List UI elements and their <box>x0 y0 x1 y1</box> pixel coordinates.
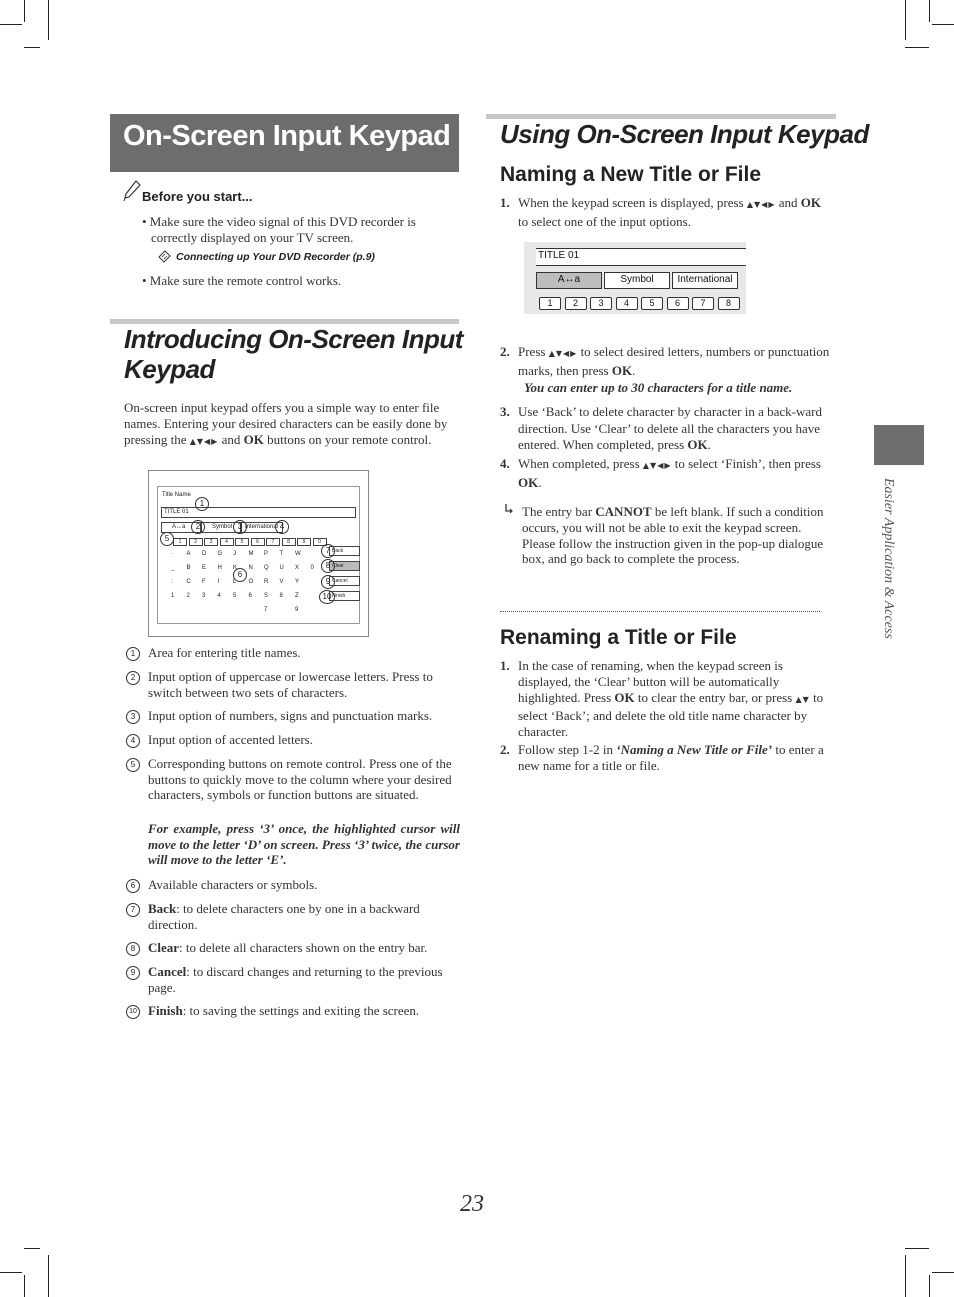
callout-3: 3 <box>233 520 247 534</box>
bullet-text: • Make sure the remote control works. <box>142 273 342 288</box>
legend-number: 9 <box>126 966 140 980</box>
number-key[interactable]: 2 <box>565 297 587 310</box>
grid-character: _ <box>171 565 175 571</box>
legend-item: Input option of accented letters. <box>148 732 313 747</box>
link-icon <box>157 249 173 263</box>
crop-mark <box>905 1248 929 1249</box>
number-key: 7 <box>266 538 280 546</box>
grid-character: C <box>186 579 191 585</box>
grid-character: L <box>233 579 237 585</box>
legend-number: 10 <box>126 1005 140 1019</box>
side-tab <box>874 425 924 465</box>
step-text: When the keypad screen is displayed, press ▲▼◀▶ and OK to select one of the input options. <box>518 195 821 229</box>
intro-text: On-screen input keypad offers you a simple way to enter file names. Entering your desired characters can be easily done by pressing the <box>124 400 448 447</box>
callout-8: 8 <box>321 559 335 573</box>
step-text: Press ▲▼◀▶ to select desired letters, numbers or punctuation marks, then press OK. <box>518 344 830 378</box>
grid-character: G <box>217 551 223 557</box>
callout-4: 4 <box>275 520 289 534</box>
function-button: Finish <box>329 591 360 601</box>
side-tab-label: Easier Application & Access <box>881 478 896 639</box>
grid-character: 1 <box>171 593 175 599</box>
legend-number: 8 <box>126 942 140 956</box>
entry-bar: TITLE 01 <box>536 248 746 266</box>
step-text: Follow step 1-2 in ‘Naming a New Title or File’ to enter a new name for a title or file. <box>518 742 824 773</box>
function-button: Cancel <box>329 576 360 586</box>
number-key[interactable]: 6 <box>667 297 689 310</box>
naming-subtitle: Naming a New Title or File <box>500 163 762 186</box>
international-button[interactable]: International <box>672 272 738 289</box>
ok-key: OK <box>243 432 264 447</box>
entry-bar: TITLE 01 <box>161 507 356 518</box>
callout-6: 6 <box>233 568 247 582</box>
legend-item: Clear: to delete all characters shown on the entry bar. <box>148 940 428 955</box>
keypad-screenshot <box>524 242 746 314</box>
page-number: 23 <box>460 1191 484 1217</box>
intro-text: buttons on your remote control. <box>267 432 432 447</box>
crop-mark <box>932 24 954 25</box>
grid-character: U <box>279 565 284 571</box>
grid-character: M <box>248 551 254 557</box>
symbol-option[interactable]: Symbol <box>201 522 241 533</box>
legend-item: Input option of numbers, signs and punctuation marks. <box>148 708 433 723</box>
international-option[interactable]: International <box>241 522 283 533</box>
callout-5: 5 <box>160 532 174 546</box>
legend-number: 3 <box>126 710 140 724</box>
bullet-text: • Make sure the video signal of this DVD recorder is correctly displayed on your TV screen. <box>142 214 416 245</box>
number-key[interactable]: 4 <box>616 297 638 310</box>
callout-9: 9 <box>321 575 335 589</box>
step-text: Use ‘Back’ to delete character by character in a back-ward direction. Use ‘Clear’ to delete all the characters you have entered. When completed, press OK. <box>518 404 822 452</box>
grid-character: Y <box>295 579 300 585</box>
grid-character: Z <box>295 593 299 599</box>
reference-link[interactable]: Connecting up Your DVD Recorder (p.9) <box>176 251 375 263</box>
grid-character: W <box>295 551 301 557</box>
intro-title-2: Keypad <box>124 354 215 384</box>
number-key: 3 <box>204 538 218 546</box>
grid-character: · <box>171 551 173 557</box>
callout-10: 10 <box>319 590 335 604</box>
grid-character: 3 <box>202 593 206 599</box>
arrow-keys-icon: ▲▼◀▶ <box>548 349 578 358</box>
legend-number: 6 <box>126 879 140 893</box>
grid-character: A <box>186 551 191 557</box>
grid-character: X <box>295 565 300 571</box>
arrow-keys-icon: ▲▼ <box>795 695 810 704</box>
legend-item: Corresponding buttons on remote control. Press one of the buttons to quickly move to the column where your desired characters, symbols or function buttons are situated. <box>148 756 452 802</box>
step-text: In the case of renaming, when the keypad screen is displayed, the ‘Clear’ button will be automatically highlighted. Press OK to clear the entry bar, or press ▲▼ to select ‘Back’; and delete the old title name character by character. <box>518 658 824 739</box>
legend-number: 1 <box>126 647 140 661</box>
number-key[interactable]: 3 <box>590 297 612 310</box>
grid-character: 4 <box>217 593 221 599</box>
grid-character: K <box>233 565 238 571</box>
grid-character: B <box>186 565 191 571</box>
legend-number: 4 <box>126 734 140 748</box>
crop-mark <box>0 1272 22 1273</box>
grid-character: 7 <box>264 607 268 613</box>
number-key: 2 <box>189 538 203 546</box>
grid-character: I <box>217 579 220 585</box>
intro-paragraph <box>124 400 454 450</box>
crop-mark <box>0 24 22 25</box>
number-key[interactable]: 7 <box>692 297 714 310</box>
number-key: 9 <box>297 538 311 546</box>
note-text: The entry bar CANNOT be left blank. If such a condition occurs, you will not be able to exit the keypad screen. Please follow the instruction given in the pop-up dialogue box, and go back to complete the process. <box>522 504 824 567</box>
grid-character: 8 <box>279 593 283 599</box>
crop-mark <box>48 0 49 40</box>
crop-mark <box>905 1255 906 1297</box>
function-button: Clear <box>329 561 360 571</box>
step-text: When completed, press ▲▼◀▶ to select ‘Finish’, then press OK. <box>518 456 821 490</box>
legend-number: 2 <box>126 671 140 685</box>
number-key: 1 <box>173 538 187 546</box>
crop-mark <box>24 1275 25 1297</box>
intro-text: and <box>221 432 241 447</box>
grid-character: F <box>202 579 206 585</box>
main-title-bar <box>110 114 459 172</box>
legend-item: Back: to delete characters one by one in a backward direction. <box>148 901 420 932</box>
grid-character: E <box>202 565 207 571</box>
grid-character: S <box>264 593 269 599</box>
callout-1: 1 <box>195 497 209 511</box>
title-name-label: Title Name <box>162 492 191 498</box>
arrow-keys-icon: ▲▼◀▶ <box>189 437 219 446</box>
intro-title-1: Introducing On-Screen Input <box>124 324 463 354</box>
grid-character: D <box>202 551 207 557</box>
function-button: Back <box>329 546 360 556</box>
grid-character: Q <box>264 565 269 571</box>
pencil-icon <box>503 503 515 515</box>
grid-character: O <box>248 579 254 585</box>
crop-mark <box>929 1275 930 1297</box>
arrow-keys-icon: ▲▼◀▶ <box>746 200 776 209</box>
case-option-button[interactable]: A↔a <box>536 272 602 289</box>
main-title: On-Screen Input Keypad <box>123 120 451 152</box>
before-title: Before you start... <box>142 189 253 204</box>
right-title: Using On-Screen Input Keypad <box>500 119 869 149</box>
grid-character: 5 <box>233 593 237 599</box>
dotted-divider <box>500 611 820 612</box>
renaming-subtitle: Renaming a Title or File <box>500 626 737 649</box>
number-key[interactable]: 1 <box>539 297 561 310</box>
legend-example: For example, press ‘3’ once, the highlighted cursor will move to the letter ‘D’ on screen. Press ‘3’ twice, the cursor will move to the letter ‘E’. <box>148 821 460 867</box>
legend-item: Area for entering title names. <box>148 645 301 660</box>
number-key: 8 <box>282 538 296 546</box>
crop-mark <box>24 47 40 48</box>
case-option[interactable]: A↔a <box>161 522 201 533</box>
callout-7: 7 <box>321 544 335 558</box>
grid-character: R <box>264 579 269 585</box>
max-characters-note: You can enter up to 30 characters for a title name. <box>524 380 793 395</box>
legend-number: 7 <box>126 903 140 917</box>
crop-mark <box>24 0 25 22</box>
grid-character: 6 <box>248 593 252 599</box>
grid-character: 9 <box>295 607 299 613</box>
grid-character: 0 <box>310 565 314 571</box>
crop-mark <box>48 1255 49 1297</box>
pen-icon <box>122 180 142 202</box>
grid-character: : <box>171 579 173 585</box>
legend-item: Cancel: to discard changes and returning to the previous page. <box>148 964 443 995</box>
crop-mark <box>24 1248 40 1249</box>
grid-character: T <box>279 551 284 557</box>
number-key: 4 <box>220 538 234 546</box>
keypad-figure <box>148 470 369 637</box>
grid-character: V <box>279 579 284 585</box>
number-key: 5 <box>235 538 249 546</box>
callout-2: 2 <box>191 520 205 534</box>
grid-character: 2 <box>186 593 190 599</box>
number-key: 0 <box>313 538 327 546</box>
arrow-keys-icon: ▲▼◀▶ <box>642 461 672 470</box>
crop-mark <box>932 1272 954 1273</box>
crop-mark <box>905 0 906 40</box>
legend-number: 5 <box>126 758 140 772</box>
number-key[interactable]: 5 <box>641 297 663 310</box>
number-key: 6 <box>251 538 265 546</box>
crop-mark <box>905 47 929 48</box>
crop-mark <box>929 0 930 22</box>
grid-character: H <box>217 565 222 571</box>
symbol-button[interactable]: Symbol <box>604 272 670 289</box>
legend-item: Finish: to saving the settings and exiting the screen. <box>148 1003 420 1018</box>
legend-item: Input option of uppercase or lowercase letters. Press to switch between two sets of characters. <box>148 669 433 700</box>
grid-character: J <box>233 551 236 557</box>
grid-character: P <box>264 551 269 557</box>
number-key[interactable]: 8 <box>718 297 740 310</box>
grid-character: N <box>248 565 253 571</box>
legend-item: Available characters or symbols. <box>148 877 318 892</box>
